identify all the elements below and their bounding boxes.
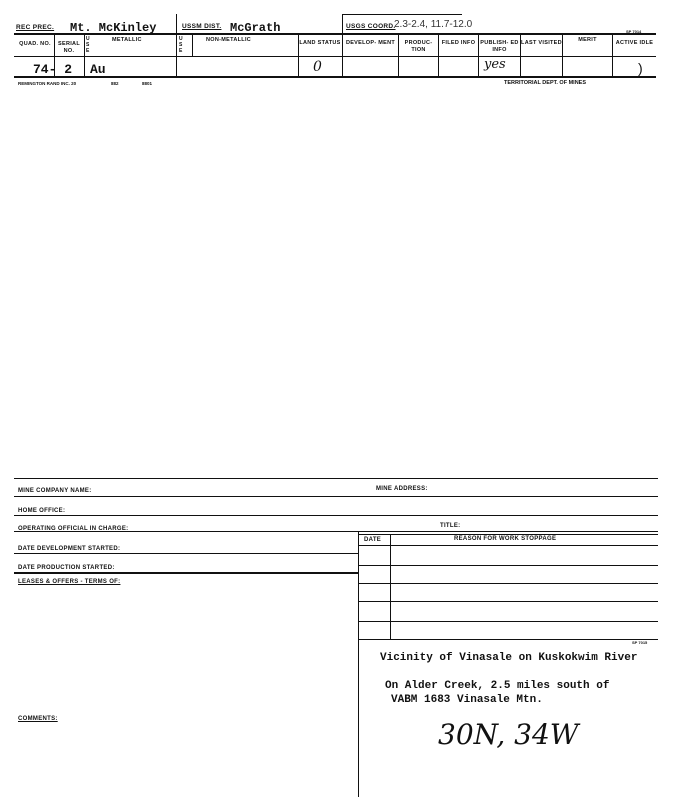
row-metallic: Au: [90, 62, 106, 77]
reason-column-header: REASON FOR WORK STOPPAGE: [454, 536, 557, 542]
col-use-nonmetallic: U S E: [179, 36, 183, 54]
rule: [358, 545, 658, 546]
date-development-started-label: DATE DEVELOPMENT STARTED:: [18, 546, 121, 552]
rule: [358, 621, 658, 622]
home-office-label: HOME OFFICE:: [18, 508, 66, 514]
printer-credit: REMINGTON RAND INC. 20: [18, 81, 77, 86]
lower-top-rule: [14, 478, 658, 479]
printer-code-1: 882: [111, 81, 119, 86]
col-quad-serial: [16, 41, 54, 48]
rule: [14, 531, 658, 532]
comments-label: COMMENTS:: [18, 716, 58, 722]
usgs-coord-value: 2.3-2.4, 11.7-12.0: [394, 19, 473, 30]
form-number: SP 7014: [626, 29, 642, 34]
header-top-rule: [14, 33, 656, 35]
leases-offers-label: LEASES & OFFERS - TERMS OF:: [18, 579, 121, 585]
ussm-dist-label: USSM DIST.: [182, 23, 222, 30]
rec-prec-label: REC PREC.: [16, 24, 55, 31]
col-quad-no: QUAD. NO.: [19, 41, 51, 47]
divider: [358, 531, 359, 797]
date-production-started-label: DATE PRODUCTION STARTED:: [18, 565, 115, 571]
divider: [176, 14, 177, 76]
tick-mark-icon: ): [638, 60, 643, 76]
row-quad-serial: 74- 2: [33, 62, 73, 77]
usgs-coord-label: USGS COORD.: [346, 23, 396, 30]
operating-official-label: OPERATING OFFICIAL IN CHARGE:: [18, 526, 129, 532]
form-number-2: SP 7015: [632, 640, 648, 645]
rule: [14, 572, 358, 574]
row-land-status: 0: [313, 59, 322, 75]
row-published-info: yes: [484, 57, 506, 72]
rule: [358, 639, 658, 640]
col-published-info: PUBLISH- ED INFO: [480, 40, 519, 53]
note-vicinity: Vicinity of Vinasale on Kuskokwim River: [380, 652, 638, 664]
mine-company-name-label: MINE COMPANY NAME:: [18, 488, 92, 494]
printer-code-2: 8801: [142, 81, 153, 86]
col-active-idle: ACTIVE IDLE: [615, 40, 654, 46]
col-serial-no: SERIAL NO.: [58, 41, 80, 54]
rule: [14, 553, 358, 554]
divider: [342, 14, 462, 15]
rule: [358, 601, 658, 602]
col-land-status: LAND STATUS: [299, 40, 341, 46]
note-township: 30N, 34W: [438, 718, 579, 751]
date-column-header: DATE: [364, 537, 382, 543]
col-production: PRODUC- TION: [404, 40, 433, 53]
rule: [14, 515, 658, 516]
ussm-dist-value: McGrath: [230, 21, 281, 35]
col-use-metallic: U S E: [86, 36, 90, 54]
col-metallic: METALLIC: [112, 37, 142, 43]
rec-prec-value: Mt. McKinley: [70, 21, 157, 35]
rule: [358, 534, 658, 535]
note-location: On Alder Creek, 2.5 miles south of: [385, 680, 610, 692]
col-sep: [192, 33, 193, 56]
col-nonmetallic: NON-METALLIC: [206, 37, 252, 43]
title-label: TITLE:: [440, 523, 461, 529]
header-mid-rule: [14, 56, 656, 57]
note-vabm: VABM 1683 Vinasale Mtn.: [391, 694, 543, 706]
col-filed-info: FILED INFO: [441, 40, 476, 46]
divider: [390, 534, 391, 639]
col-development: DEVELOP- MENT: [345, 40, 396, 46]
header-bottom-rule: [14, 76, 656, 78]
col-sep: [84, 33, 85, 76]
dept-name: TERRITORIAL DEPT. OF MINES: [504, 80, 586, 86]
col-merit: MERIT: [578, 37, 597, 43]
col-last-visited: LAST VISITED: [521, 40, 562, 46]
mine-address-label: MINE ADDRESS:: [376, 486, 428, 492]
rule: [358, 565, 658, 566]
rule: [14, 496, 658, 497]
rule: [358, 583, 658, 584]
